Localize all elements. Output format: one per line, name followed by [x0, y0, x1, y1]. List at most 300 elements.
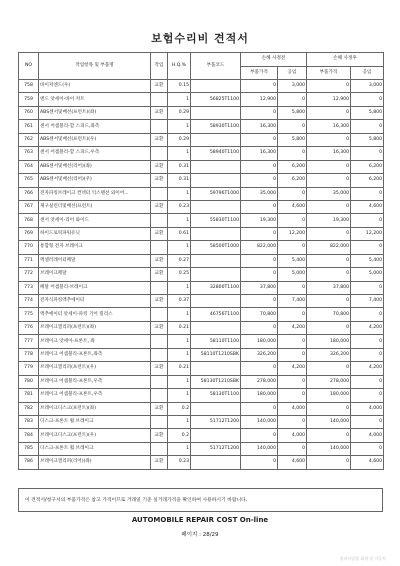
cell-hqty: 0.2	[168, 402, 191, 415]
cell-part-price-before: 16,300	[241, 120, 278, 133]
cell-labor-after: 0	[351, 335, 384, 348]
cell-item: 제구실린더및배선(프런트)	[39, 200, 151, 213]
cell-labor-after: 5,800	[351, 106, 384, 119]
cell-hqty: 1	[168, 187, 191, 200]
cell-no: 759	[19, 93, 39, 106]
cell-part-price-after: 70,800	[307, 308, 351, 321]
header-part-code: 부품코드	[191, 53, 241, 80]
cell-hqty: 1	[168, 389, 191, 402]
cell-no: 776	[19, 321, 39, 334]
header-before-adjustment: 손해 사정전	[241, 53, 307, 67]
cell-part-price-before: 0	[241, 321, 278, 334]
table-row	[19, 187, 384, 200]
cell-item: 페달 어셈블리-브레이크	[39, 281, 151, 294]
cell-hqty: 1	[168, 93, 191, 106]
cell-labor-before: 4,600	[278, 456, 307, 469]
table-row	[19, 335, 384, 348]
table-row	[19, 254, 384, 267]
cell-part-code	[191, 321, 241, 334]
cell-labor-after: 0	[351, 120, 384, 133]
cell-no: 779	[19, 362, 39, 375]
cell-labor-before: 4,000	[278, 429, 307, 442]
cell-part-code: 58130T1210SBK	[191, 375, 241, 388]
cell-part-price-before: 0	[241, 295, 278, 308]
cell-labor-before: 0	[278, 281, 307, 294]
cell-hqty: 1	[168, 442, 191, 455]
cell-part-price-before: 0	[241, 133, 278, 146]
header-after-adjustment: 손해 사정후	[307, 53, 384, 67]
estimate-rows	[19, 80, 384, 470]
cell-part-code: 51712T1200	[191, 442, 241, 455]
cell-labor-before: 6,200	[278, 174, 307, 187]
cell-part-code: 58110T1210SBK	[191, 348, 241, 361]
cell-item: 액셀러레이터페달	[39, 254, 151, 267]
cell-labor-after: 0	[351, 389, 384, 402]
table-row	[19, 174, 384, 187]
cell-labor-after: 4,000	[351, 402, 384, 415]
cell-part-code	[191, 295, 241, 308]
cell-labor-before: 0	[278, 147, 307, 160]
cell-item: 액추에이터 앗세이-파킹 기어 릴리스	[39, 308, 151, 321]
page-number: 페이지 : 28/29	[181, 532, 219, 538]
cell-item: 브레이크 어셈블리-프론트,좌측	[39, 348, 151, 361]
cell-work: 교환	[151, 362, 168, 375]
cell-work: 교환	[151, 133, 168, 146]
cell-work: 교환	[151, 106, 168, 119]
cell-hqty: 0.2	[168, 429, 191, 442]
cell-labor-after: 0	[351, 348, 384, 361]
table-row	[19, 308, 384, 321]
cell-work: 교환	[151, 200, 168, 213]
header-labor-after: 공임	[351, 66, 384, 80]
cell-part-price-before: 326,200	[241, 348, 278, 361]
cell-no: 758	[19, 80, 39, 93]
cell-part-price-after: 35,000	[307, 187, 351, 200]
cell-labor-before: 3,000	[278, 80, 307, 93]
cell-no: 785	[19, 442, 39, 455]
cell-part-price-after: 0	[307, 456, 351, 469]
cell-item: 하이드로릭파워유닛	[39, 227, 151, 240]
cell-hqty: 0.23	[168, 200, 191, 213]
cell-part-price-after: 16,300	[307, 147, 351, 160]
cell-labor-before: 5,800	[278, 106, 307, 119]
cell-work	[151, 187, 168, 200]
cell-no: 778	[19, 348, 39, 361]
cell-part-price-after: 0	[307, 362, 351, 375]
cell-item: ABS센서및배선(리어)(좌)	[39, 160, 151, 173]
cell-hqty: 0.29	[168, 106, 191, 119]
table-row	[19, 456, 384, 469]
table-row	[19, 106, 384, 119]
cell-hqty: 0.31	[168, 174, 191, 187]
cell-part-price-before: 0	[241, 227, 278, 240]
cell-item: 센서 어셈블리-할 스피드,좌측	[39, 120, 151, 133]
cell-labor-before: 5,800	[278, 133, 307, 146]
cell-labor-after: 4,600	[351, 200, 384, 213]
cell-hqty: 0.29	[168, 133, 191, 146]
cell-part-price-before: 16,300	[241, 147, 278, 160]
cell-part-price-before: 0	[241, 174, 278, 187]
cell-part-price-before: 278,000	[241, 375, 278, 388]
cell-labor-after: 4,200	[351, 321, 384, 334]
cell-work	[151, 415, 168, 428]
table-row	[19, 120, 384, 133]
cell-work: 교환	[151, 80, 168, 93]
cell-part-price-after: 0	[307, 80, 351, 93]
table-row	[19, 160, 384, 173]
cell-work	[151, 147, 168, 160]
cell-part-price-after: 0	[307, 321, 351, 334]
cell-part-price-after: 19,300	[307, 214, 351, 227]
header-row-top	[19, 53, 384, 67]
cell-no: 775	[19, 308, 39, 321]
cell-labor-before: 0	[278, 93, 307, 106]
cell-part-code	[191, 160, 241, 173]
cell-hqty: 1	[168, 308, 191, 321]
cell-part-code	[191, 402, 241, 415]
cell-work	[151, 442, 168, 455]
cell-part-code: 58110T1100	[191, 335, 241, 348]
cell-labor-after: 3,000	[351, 80, 384, 93]
cell-item: 통합형 전자 브레이크	[39, 241, 151, 254]
cell-part-price-before: 180,000	[241, 389, 278, 402]
cell-work	[151, 241, 168, 254]
cell-hqty: 0.25	[168, 268, 191, 281]
cell-hqty: 0.37	[168, 295, 191, 308]
cell-part-price-before: 0	[241, 80, 278, 93]
cell-item: 전자파킹브레이크 컨넥터 익스텐션 와이어...	[39, 187, 151, 200]
cell-no: 768	[19, 214, 39, 227]
cell-part-price-before: 822,000	[241, 241, 278, 254]
cell-work: 교환	[151, 254, 168, 267]
cell-labor-before: 0	[278, 214, 307, 227]
cell-no: 761	[19, 120, 39, 133]
cell-labor-before: 4,200	[278, 362, 307, 375]
cell-item: 브레이크페달	[39, 268, 151, 281]
cell-work: 교환	[151, 268, 168, 281]
table-row	[19, 442, 384, 455]
cell-item: 브레이크 앗세이-프론트, 좌	[39, 335, 151, 348]
cell-item: 브레이크디스크(프런트)(좌)	[39, 402, 151, 415]
cell-work	[151, 214, 168, 227]
cell-part-code: 58500T1000	[191, 241, 241, 254]
header-labor-before: 공임	[278, 66, 307, 80]
cell-part-code: 32800T1100	[191, 281, 241, 294]
cell-work	[151, 120, 168, 133]
cell-labor-after: 0	[351, 375, 384, 388]
cell-labor-after: 0	[351, 308, 384, 321]
cell-item: 바이저엔드(우)	[39, 80, 151, 93]
watermark: 정비사업장 회계 및 자동차	[339, 556, 386, 561]
cell-part-price-after: 180,000	[307, 389, 351, 402]
cell-work: 교환	[151, 456, 168, 469]
table-row	[19, 268, 384, 281]
cell-part-price-after: 0	[307, 268, 351, 281]
cell-no: 777	[19, 335, 39, 348]
cell-labor-after: 6,200	[351, 160, 384, 173]
cell-part-price-after: 0	[307, 133, 351, 146]
cell-part-code	[191, 456, 241, 469]
cell-part-price-before: 0	[241, 268, 278, 281]
cell-labor-before: 5,000	[278, 268, 307, 281]
cell-labor-after: 7,400	[351, 295, 384, 308]
cell-labor-after: 0	[351, 442, 384, 455]
cell-hqty: 0.27	[168, 254, 191, 267]
footer-title: AUTOMOBILE REPAIR COST On-line	[131, 516, 269, 524]
cell-part-code	[191, 227, 241, 240]
cell-no: 774	[19, 295, 39, 308]
cell-part-code: 46756T1100	[191, 308, 241, 321]
cell-labor-after: 5,400	[351, 254, 384, 267]
cell-hqty: 1	[168, 335, 191, 348]
cell-no: 764	[19, 160, 39, 173]
cell-labor-after: 0	[351, 241, 384, 254]
table-row	[19, 200, 384, 213]
cell-part-price-after: 140,000	[307, 415, 351, 428]
cell-part-price-before: 0	[241, 200, 278, 213]
table-row	[19, 402, 384, 415]
cell-labor-after: 4,600	[351, 456, 384, 469]
cell-labor-before: 0	[278, 187, 307, 200]
cell-part-code	[191, 174, 241, 187]
cell-no: 765	[19, 174, 39, 187]
cell-hqty: 1	[168, 348, 191, 361]
cell-work	[151, 389, 168, 402]
cell-no: 771	[19, 254, 39, 267]
cell-part-code	[191, 429, 241, 442]
cell-labor-before: 0	[278, 375, 307, 388]
cell-work: 교환	[151, 227, 168, 240]
cell-no: 770	[19, 241, 39, 254]
cell-labor-after: 4,200	[351, 362, 384, 375]
cell-part-price-before: 0	[241, 254, 278, 267]
cell-labor-after: 0	[351, 187, 384, 200]
cell-work: 교환	[151, 402, 168, 415]
cell-part-price-before: 12,900	[241, 93, 278, 106]
cell-labor-after: 5,000	[351, 268, 384, 281]
table-row	[19, 375, 384, 388]
cell-item: 브레이크디스크(프런트)(우)	[39, 429, 151, 442]
cell-work	[151, 335, 168, 348]
table-row	[19, 389, 384, 402]
cell-no: 780	[19, 375, 39, 388]
cell-part-price-before: 70,800	[241, 308, 278, 321]
cell-hqty: 1	[168, 375, 191, 388]
cell-labor-before: 4,600	[278, 200, 307, 213]
cell-hqty: 1	[168, 214, 191, 227]
table-row	[19, 281, 384, 294]
cell-part-price-before: 19,300	[241, 214, 278, 227]
cell-part-code: 58130T1100	[191, 389, 241, 402]
cell-part-code	[191, 80, 241, 93]
price-notice: 이 견적서/청구서의 부품가격은 참고 가격이므로 거래일 기준 실거래가격을 확인하여 사용하시기 바랍니다.	[18, 488, 383, 512]
table-row	[19, 429, 384, 442]
cell-part-price-after: 326,200	[307, 348, 351, 361]
cell-part-price-before: 0	[241, 160, 278, 173]
table-row	[19, 415, 384, 428]
cell-labor-before: 0	[278, 335, 307, 348]
cell-part-price-after: 37,800	[307, 281, 351, 294]
cell-no: 762	[19, 133, 39, 146]
cell-hqty: 1	[168, 147, 191, 160]
table-row	[19, 227, 384, 240]
cell-item: ABS센서및배선(프런트)(좌)	[39, 106, 151, 119]
cell-part-price-before: 0	[241, 456, 278, 469]
cell-labor-before: 0	[278, 415, 307, 428]
table-row	[19, 348, 384, 361]
cell-item: ABS센서및배선(프런트)(우)	[39, 133, 151, 146]
cell-part-price-after: 0	[307, 295, 351, 308]
table-row	[19, 80, 384, 93]
cell-part-price-after: 0	[307, 200, 351, 213]
cell-part-code: 58940T1100	[191, 147, 241, 160]
table-row	[19, 241, 384, 254]
cell-part-price-before: 35,000	[241, 187, 278, 200]
cell-no: 763	[19, 147, 39, 160]
cell-labor-after: 0	[351, 147, 384, 160]
cell-hqty: 1	[168, 281, 191, 294]
cell-labor-before: 0	[278, 241, 307, 254]
cell-hqty: 0.23	[168, 456, 191, 469]
cell-item: 센서 앗세이-리어 와이드	[39, 214, 151, 227]
cell-labor-after: 0	[351, 93, 384, 106]
cell-part-code: 51712T1200	[191, 415, 241, 428]
cell-labor-before: 5,400	[278, 254, 307, 267]
cell-hqty: 1	[168, 415, 191, 428]
cell-item: 전자식파킹액추에이터	[39, 295, 151, 308]
cell-labor-after: 4,000	[351, 429, 384, 442]
table-row	[19, 214, 384, 227]
table-row	[19, 133, 384, 146]
cell-no: 786	[19, 456, 39, 469]
cell-part-price-after: 0	[307, 106, 351, 119]
cell-part-price-before: 0	[241, 429, 278, 442]
cell-no: 760	[19, 106, 39, 119]
cell-part-code	[191, 362, 241, 375]
cell-part-code	[191, 254, 241, 267]
cell-item: 브레이크 어셈블리-프론트,우측	[39, 375, 151, 388]
cell-no: 769	[19, 227, 39, 240]
cell-labor-after: 12,200	[351, 227, 384, 240]
cell-no: 782	[19, 402, 39, 415]
cell-no: 781	[19, 389, 39, 402]
cell-hqty: 0.21	[168, 362, 191, 375]
cell-work: 교환	[151, 429, 168, 442]
cell-part-code: 56825T1100	[191, 93, 241, 106]
cell-labor-before: 6,200	[278, 160, 307, 173]
cell-labor-after: 0	[351, 281, 384, 294]
cell-no: 783	[19, 415, 39, 428]
cell-labor-after: 5,800	[351, 133, 384, 146]
cell-labor-before: 12,200	[278, 227, 307, 240]
cell-part-price-after: 0	[307, 402, 351, 415]
cell-part-price-before: 140,000	[241, 442, 278, 455]
cell-part-price-after: 822,000	[307, 241, 351, 254]
cell-part-code: 59796T1000	[191, 187, 241, 200]
cell-item: 브레이크 어셈블리-프론트,우측	[39, 389, 151, 402]
cell-part-code	[191, 106, 241, 119]
cell-hqty: 1	[168, 241, 191, 254]
cell-hqty: 1	[168, 120, 191, 133]
cell-labor-after: 0	[351, 214, 384, 227]
cell-part-price-after: 140,000	[307, 442, 351, 455]
cell-part-price-after: 16,300	[307, 120, 351, 133]
header-part-price-before: 부품가격	[241, 66, 278, 80]
cell-part-code: 55830T1100	[191, 214, 241, 227]
table-row	[19, 93, 384, 106]
cell-part-price-after: 0	[307, 160, 351, 173]
header-no: NO	[19, 53, 39, 80]
cell-work	[151, 281, 168, 294]
cell-labor-before: 0	[278, 348, 307, 361]
cell-part-code	[191, 133, 241, 146]
cell-item: 디스크-프론트 휠 브레이크	[39, 442, 151, 455]
cell-item: 브레이크캘리퍼(프런트)(좌)	[39, 321, 151, 334]
cell-labor-after: 0	[351, 415, 384, 428]
cell-labor-before: 0	[278, 308, 307, 321]
cell-work: 교환	[151, 295, 168, 308]
cell-item: ABS센서및배선(리어)(우)	[39, 174, 151, 187]
cell-no: 784	[19, 429, 39, 442]
cell-labor-before: 0	[278, 389, 307, 402]
cell-part-price-after: 0	[307, 429, 351, 442]
cell-part-price-before: 0	[241, 106, 278, 119]
cell-part-price-after: 278,000	[307, 375, 351, 388]
cell-part-price-before: 180,000	[241, 335, 278, 348]
cell-hqty: 0.31	[168, 160, 191, 173]
cell-work: 교환	[151, 321, 168, 334]
cell-part-code	[191, 200, 241, 213]
cell-item: 엔드 앗세이-바이 저트	[39, 93, 151, 106]
cell-no: 766	[19, 187, 39, 200]
cell-work: 교환	[151, 160, 168, 173]
header-item: 작업항목 및 부품명	[39, 53, 151, 80]
cell-part-price-after: 180,000	[307, 335, 351, 348]
cell-hqty: 0.21	[168, 321, 191, 334]
cell-item: 디스크-프론트 휠 브레이크	[39, 415, 151, 428]
table-row	[19, 147, 384, 160]
cell-part-code: 58930T1100	[191, 120, 241, 133]
cell-part-price-before: 140,000	[241, 415, 278, 428]
cell-work	[151, 375, 168, 388]
table-row	[19, 295, 384, 308]
cell-part-price-before: 37,800	[241, 281, 278, 294]
cell-hqty: 0.61	[168, 227, 191, 240]
table-row	[19, 362, 384, 375]
cell-labor-before: 4,200	[278, 321, 307, 334]
header-hqty: H.Q.%	[168, 53, 191, 80]
cell-no: 773	[19, 281, 39, 294]
cell-item: 브레이크캘리퍼(리어)(좌)	[39, 456, 151, 469]
cell-labor-before: 4,000	[278, 402, 307, 415]
cell-work	[151, 93, 168, 106]
cell-labor-after: 6,200	[351, 174, 384, 187]
cell-no: 767	[19, 200, 39, 213]
cell-part-price-after: 0	[307, 227, 351, 240]
cell-part-price-after: 0	[307, 174, 351, 187]
cell-labor-before: 0	[278, 120, 307, 133]
cell-work	[151, 308, 168, 321]
cell-work	[151, 348, 168, 361]
cell-part-price-after: 0	[307, 254, 351, 267]
cell-labor-before: 0	[278, 442, 307, 455]
cell-part-price-before: 0	[241, 402, 278, 415]
header-work: 작업	[151, 53, 168, 80]
estimate-table	[18, 52, 384, 470]
cell-no: 772	[19, 268, 39, 281]
table-row	[19, 321, 384, 334]
header-part-price-after: 부품가격	[307, 66, 351, 80]
